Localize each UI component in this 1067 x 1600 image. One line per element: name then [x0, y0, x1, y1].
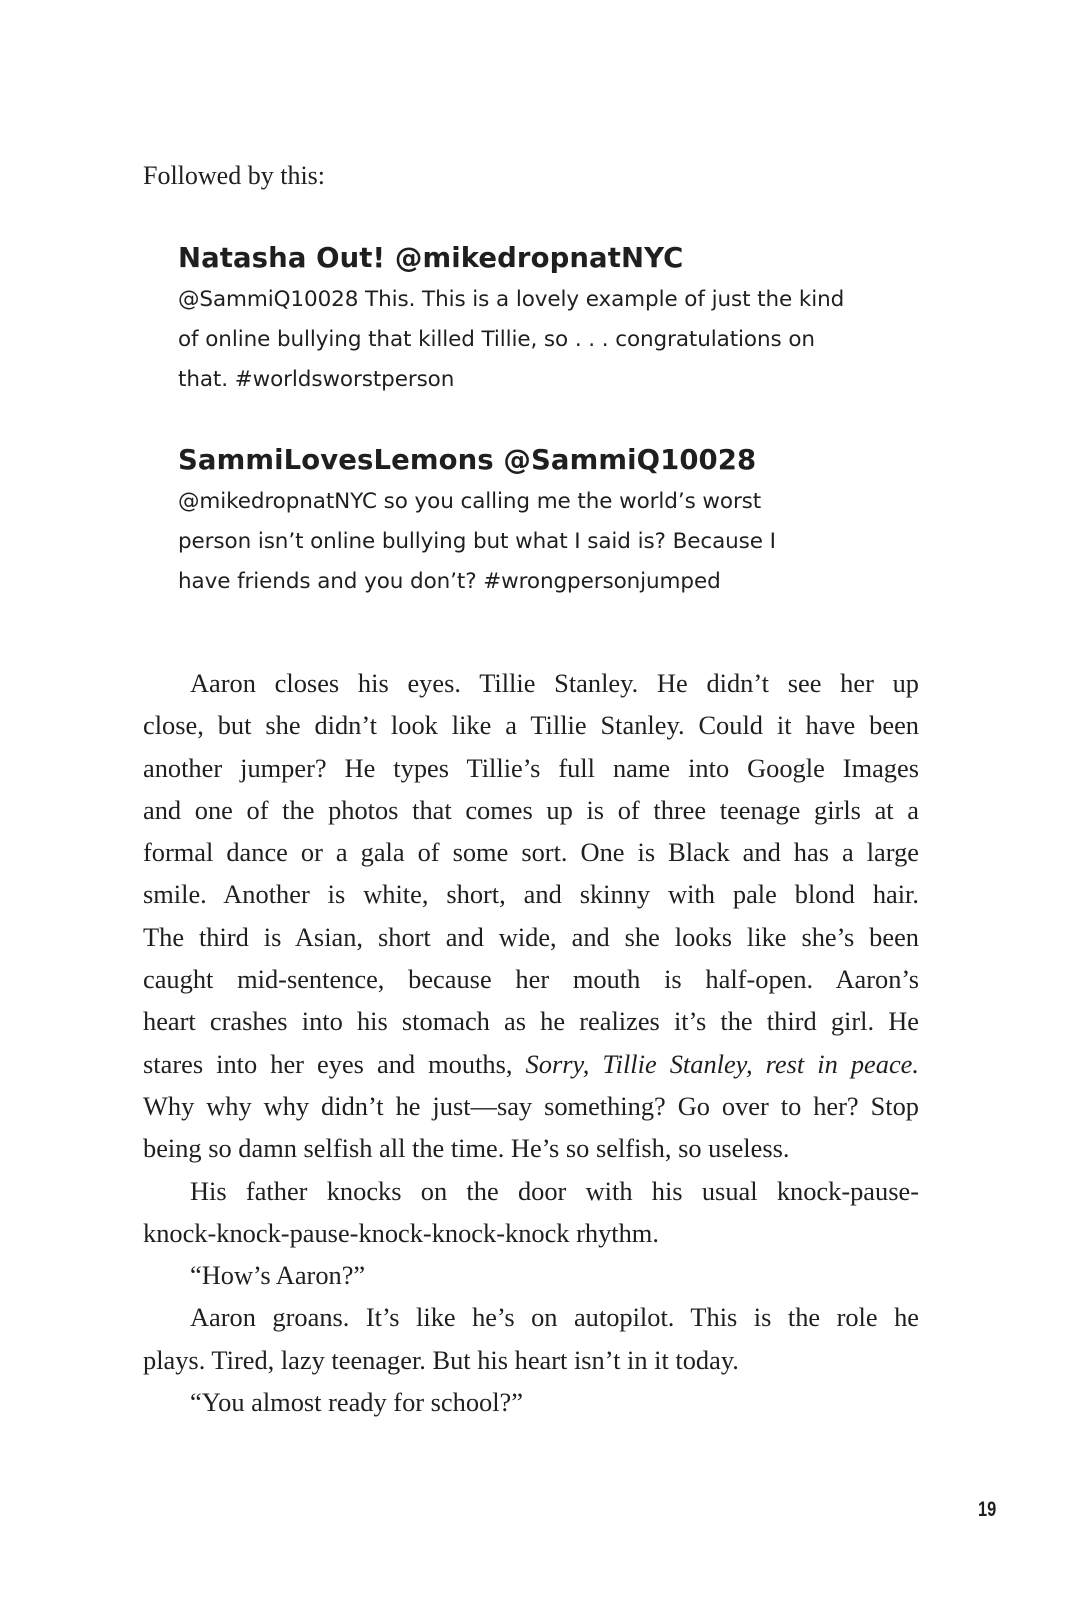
italic-phrase: Sorry, Tillie Stanley, rest in peace. — [525, 1048, 919, 1079]
prose-line: His father knocks on the door with his usual knock-pause- — [190, 1175, 919, 1206]
prose-line: Why why why didn’t he just—say something? Go over to her? Stop — [143, 1090, 919, 1121]
tweet-line: person isn’t online bullying but what I said is? Because I — [178, 529, 776, 554]
prose-line: The third is Asian, short and wide, and she looks like she’s been — [143, 921, 919, 952]
prose-line: being so damn selfish all the time. He’s so selfish, so useless. — [143, 1133, 790, 1164]
tweet — [178, 440, 918, 602]
body-text — [143, 662, 919, 1423]
tweet-body — [178, 482, 918, 602]
tweet — [178, 238, 918, 400]
prose-line: another jumper? He types Tillie’s full name into Google Images — [143, 752, 919, 783]
tweet-line: that. #worldsworstperson — [178, 367, 455, 392]
tweet-line: @SammiQ10028 This. This is a lovely example of just the kind — [178, 287, 845, 312]
tweet-line: have friends and you don’t? #wrongpersonjumped — [178, 569, 721, 594]
tweet-header: SammiLovesLemons @SammiQ10028 — [178, 444, 757, 476]
tweet-header: Natasha Out! @mikedropnatNYC — [178, 242, 684, 274]
prose-line: “How’s Aaron?” — [190, 1260, 366, 1291]
prose-line: knock-knock-pause-knock-knock-knock rhythm. — [143, 1217, 659, 1248]
prose-line: plays. Tired, lazy teenager. But his heart isn’t in it today. — [143, 1344, 739, 1375]
intro-line: Followed by this: — [143, 161, 326, 190]
tweet-body — [178, 280, 918, 400]
prose-line: smile. Another is white, short, and skinny with pale blond hair. — [143, 879, 919, 910]
prose-line: caught mid-sentence, because her mouth is half-open. Aaron’s — [143, 964, 919, 995]
prose-line: Aaron closes his eyes. Tillie Stanley. He didn’t see her up — [190, 668, 919, 698]
tweet-line: of online bullying that killed Tillie, so . . . congratulations on — [178, 327, 815, 352]
prose-line: heart crashes into his stomach as he realizes it’s the third girl. He — [143, 1006, 919, 1037]
prose-line: close, but she didn’t look like a Tillie Stanley. Could it have been — [143, 710, 919, 741]
tweet-line: @mikedropnatNYC so you calling me the world’s worst — [178, 489, 762, 514]
prose-line — [143, 1043, 919, 1085]
page-number: 19 — [978, 1498, 997, 1521]
prose-line: Aaron groans. It’s like he’s on autopilot. This is the role he — [190, 1302, 919, 1333]
prose-line: “You almost ready for school?” — [190, 1387, 523, 1418]
prose-fragment: stares into her eyes and mouths, — [143, 1048, 513, 1079]
prose-line: formal dance or a gala of some sort. One is Black and has a large — [143, 837, 919, 868]
prose-line: and one of the photos that comes up is of three teenage girls at a — [143, 794, 919, 825]
